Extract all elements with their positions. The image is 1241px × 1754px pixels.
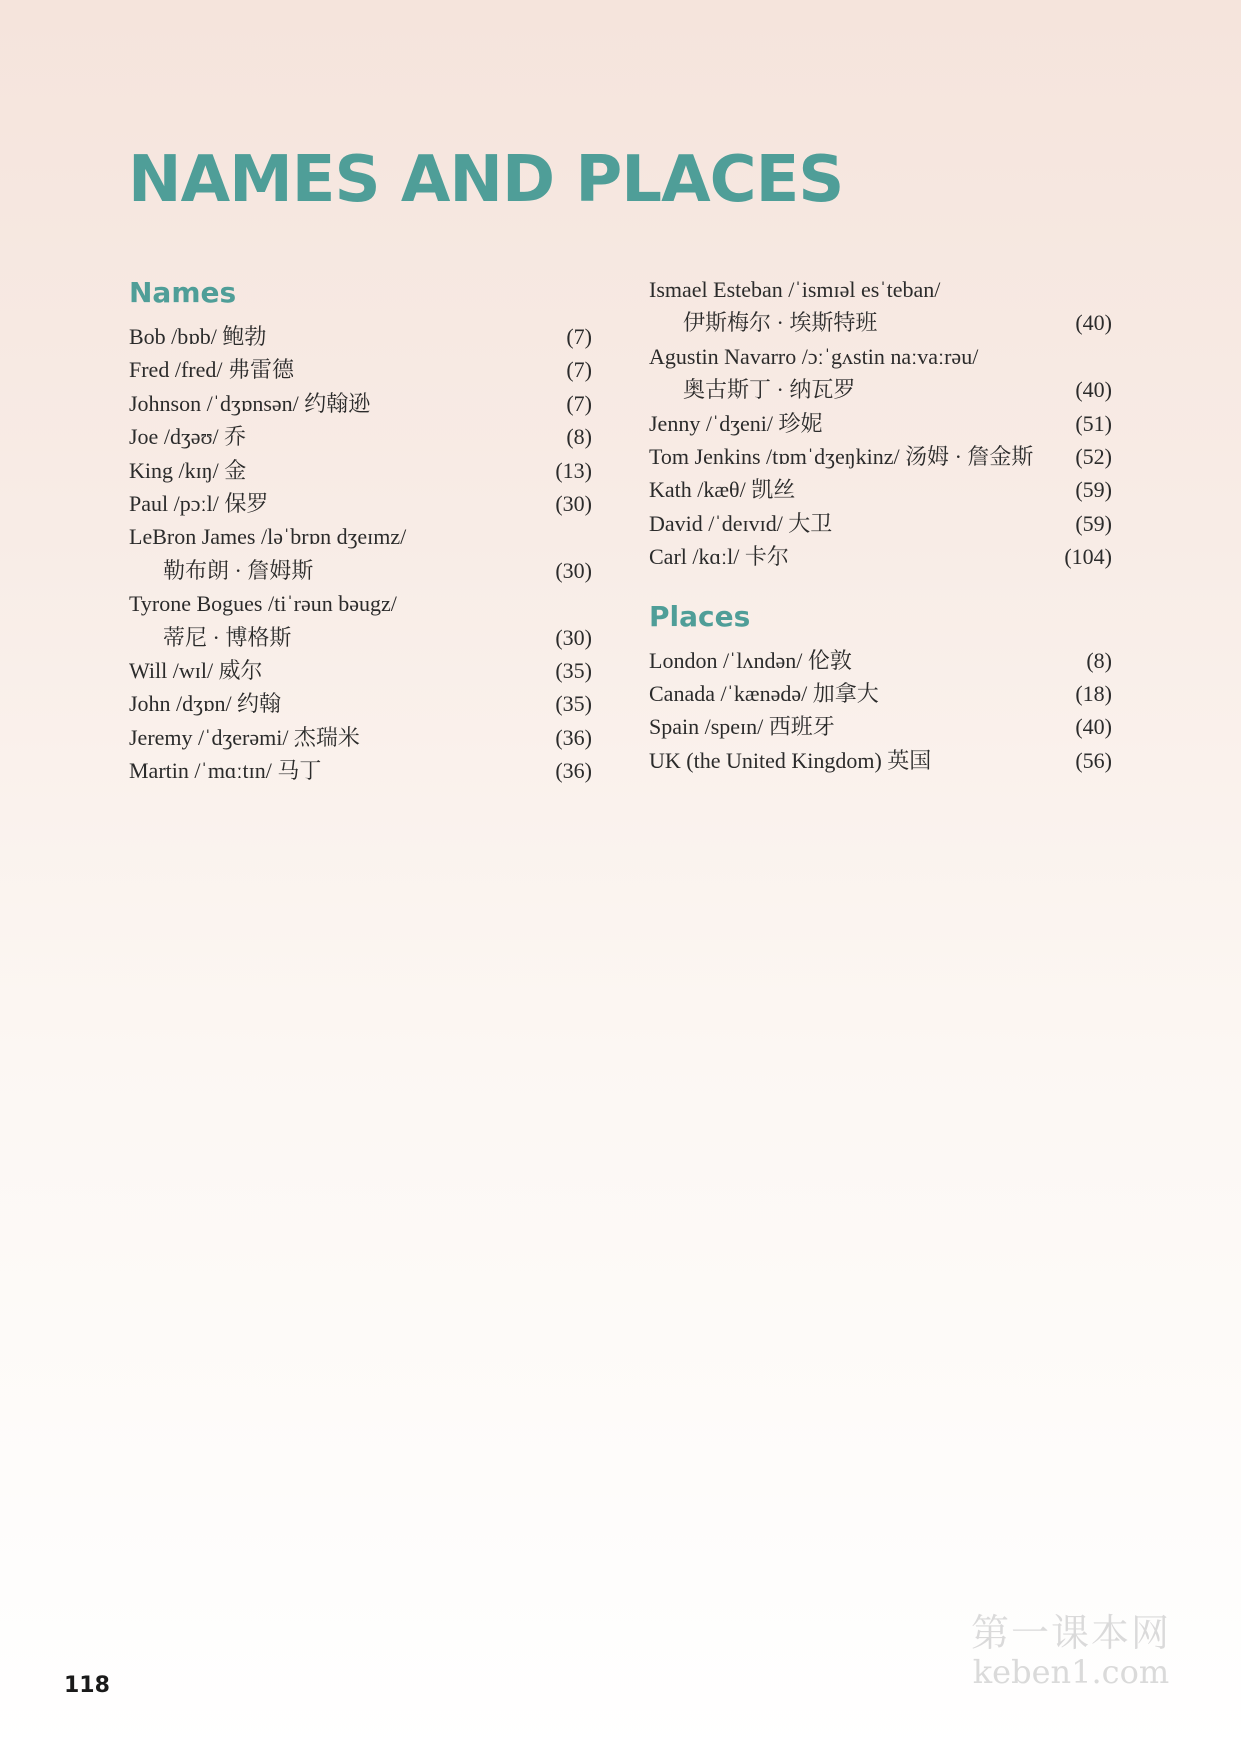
- entry-page-ref: (7): [566, 357, 592, 383]
- entry-line: [649, 744, 1112, 777]
- entry-name: Johnson /ˈdʒɒnsən/ 约翰逊: [129, 390, 371, 416]
- names-heading: Names: [129, 276, 237, 309]
- entry-name: Jenny /ˈdʒeni/ 珍妮: [649, 410, 823, 436]
- entry-line: [649, 473, 1112, 506]
- glossary-entry: [129, 587, 592, 654]
- entry-page-ref: (7): [566, 324, 592, 349]
- page-number: 118: [64, 1673, 110, 1698]
- entry-page-ref: (8): [1086, 647, 1112, 673]
- entry-line: [649, 373, 1112, 406]
- entry-line: [649, 507, 1112, 540]
- entry-name: Carl /kɑːl/ 卡尔: [649, 544, 789, 570]
- entry-page-ref: (52): [1075, 443, 1112, 469]
- entry-name: UK (the United Kingdom) 英国: [649, 747, 932, 773]
- entry-name: Kath /kæθ/ 凯丝: [649, 477, 796, 503]
- glossary-entry: [649, 273, 1112, 340]
- glossary-entry: [129, 420, 592, 453]
- right-column: [649, 273, 1112, 777]
- entry-name: Ismael Esteban /ˈismɪəl esˈteban/: [649, 277, 941, 302]
- entry-line: [129, 554, 592, 587]
- entry-line: [129, 454, 592, 487]
- glossary-entry: [129, 353, 592, 386]
- entry-line: [649, 440, 1112, 473]
- entry-line: [129, 353, 592, 386]
- entry-line: [129, 621, 592, 654]
- entry-line: [649, 340, 1112, 373]
- entry-line: [649, 273, 1112, 306]
- entry-page-ref: (59): [1075, 477, 1112, 503]
- entry-page-ref: (40): [1075, 377, 1112, 403]
- entry-name: 伊斯梅尔 · 埃斯特班: [683, 310, 878, 336]
- entry-line: [129, 320, 592, 353]
- entry-name: 勒布朗 · 詹姆斯: [163, 557, 314, 583]
- entry-page-ref: (40): [1075, 714, 1112, 740]
- entry-page-ref: (30): [555, 490, 592, 516]
- entry-name: 奥古斯丁 · 纳瓦罗: [683, 377, 856, 403]
- entry-line: [129, 721, 592, 754]
- entry-name: Will /wɪl/ 威尔: [129, 657, 263, 683]
- watermark: [966, 1611, 1176, 1691]
- glossary-entry: [649, 407, 1112, 440]
- glossary-entry: [129, 687, 592, 720]
- entry-page-ref: (56): [1075, 747, 1112, 773]
- left-column: [129, 270, 592, 787]
- entry-name: Fred /fred/ 弗雷德: [129, 357, 294, 383]
- entry-name: Tyrone Bogues /tiˈrəun bəugz/: [129, 591, 397, 617]
- entry-line: [649, 407, 1112, 440]
- glossary-entry: [129, 454, 592, 487]
- entry-page-ref: (35): [555, 657, 592, 683]
- entry-line: [649, 644, 1112, 677]
- entry-page-ref: (7): [566, 390, 592, 416]
- entry-line: [129, 654, 592, 687]
- names-list-right: [649, 273, 1112, 574]
- entry-page-ref: (18): [1075, 680, 1112, 706]
- entry-name: Joe /dʒəʊ/ 乔: [129, 424, 247, 450]
- places-list: [649, 644, 1112, 778]
- entry-name: John /dʒɒn/ 约翰: [129, 691, 282, 717]
- glossary-entry: [649, 540, 1112, 573]
- entry-line: [129, 754, 592, 787]
- entry-page-ref: (51): [1075, 410, 1112, 436]
- entry-line: [129, 420, 592, 453]
- entry-name: 蒂尼 · 博格斯: [163, 624, 292, 650]
- entry-name: Paul /pɔːl/ 保罗: [129, 490, 269, 516]
- entry-name: Bob /bɒb/ 鲍勃: [129, 324, 267, 349]
- glossary-entry: [649, 710, 1112, 743]
- glossary-entry: [129, 387, 592, 420]
- glossary-entry: [129, 487, 592, 520]
- entry-line: [129, 387, 592, 420]
- glossary-entry: [649, 440, 1112, 473]
- entry-name: Spain /speɪn/ 西班牙: [649, 714, 835, 740]
- entry-page-ref: (13): [555, 457, 592, 483]
- entry-page-ref: (35): [555, 691, 592, 717]
- watermark-text: 第一课本网: [970, 1611, 1171, 1655]
- entry-page-ref: (59): [1075, 510, 1112, 536]
- glossary-entry: [649, 677, 1112, 710]
- entry-line: [129, 687, 592, 720]
- places-heading: Places: [649, 599, 751, 633]
- watermark-url: keben1.com: [972, 1653, 1170, 1691]
- entry-line: [129, 587, 592, 620]
- entry-line: [129, 520, 592, 553]
- entry-page-ref: (30): [555, 624, 592, 650]
- entry-line: [649, 540, 1112, 573]
- glossary-entry: [649, 744, 1112, 777]
- glossary-entry: [649, 644, 1112, 677]
- page-title: NAMES AND PLACES: [128, 143, 844, 217]
- entry-name: David /ˈdeɪvɪd/ 大卫: [649, 510, 833, 536]
- entry-line: [129, 487, 592, 520]
- entry-page-ref: (36): [555, 758, 592, 784]
- glossary-entry: [129, 721, 592, 754]
- entry-name: London /ˈlʌndən/ 伦敦: [649, 647, 852, 673]
- entry-name: Agustin Navarro /ɔːˈgʌstin naːvaːrəu/: [649, 343, 979, 369]
- entry-name: Canada /ˈkænədə/ 加拿大: [649, 680, 879, 706]
- entry-line: [649, 710, 1112, 743]
- entry-page-ref: (40): [1075, 310, 1112, 336]
- glossary-entry: [129, 520, 592, 587]
- entry-name: LeBron James /ləˈbrɒn dʒeɪmz/: [129, 524, 407, 550]
- entry-line: [649, 306, 1112, 339]
- glossary-entry: [649, 473, 1112, 506]
- glossary-entry: [129, 654, 592, 687]
- entry-name: Jeremy /ˈdʒerəmi/ 杰瑞米: [129, 724, 360, 750]
- entry-page-ref: (36): [555, 724, 592, 750]
- entry-name: King /kɪŋ/ 金: [129, 457, 247, 483]
- entry-page-ref: (104): [1064, 544, 1112, 570]
- entry-name: Martin /ˈmɑːtɪn/ 马丁: [129, 758, 322, 784]
- glossary-entry: [129, 320, 592, 353]
- glossary-entry: [649, 507, 1112, 540]
- glossary-entry: [649, 340, 1112, 407]
- names-list-left: [129, 320, 592, 787]
- entry-page-ref: (8): [566, 424, 592, 450]
- entry-page-ref: (30): [555, 557, 592, 583]
- entry-line: [649, 677, 1112, 710]
- glossary-entry: [129, 754, 592, 787]
- entry-name: Tom Jenkins /tɒmˈdʒeŋkinz/ 汤姆 · 詹金斯: [649, 443, 1034, 469]
